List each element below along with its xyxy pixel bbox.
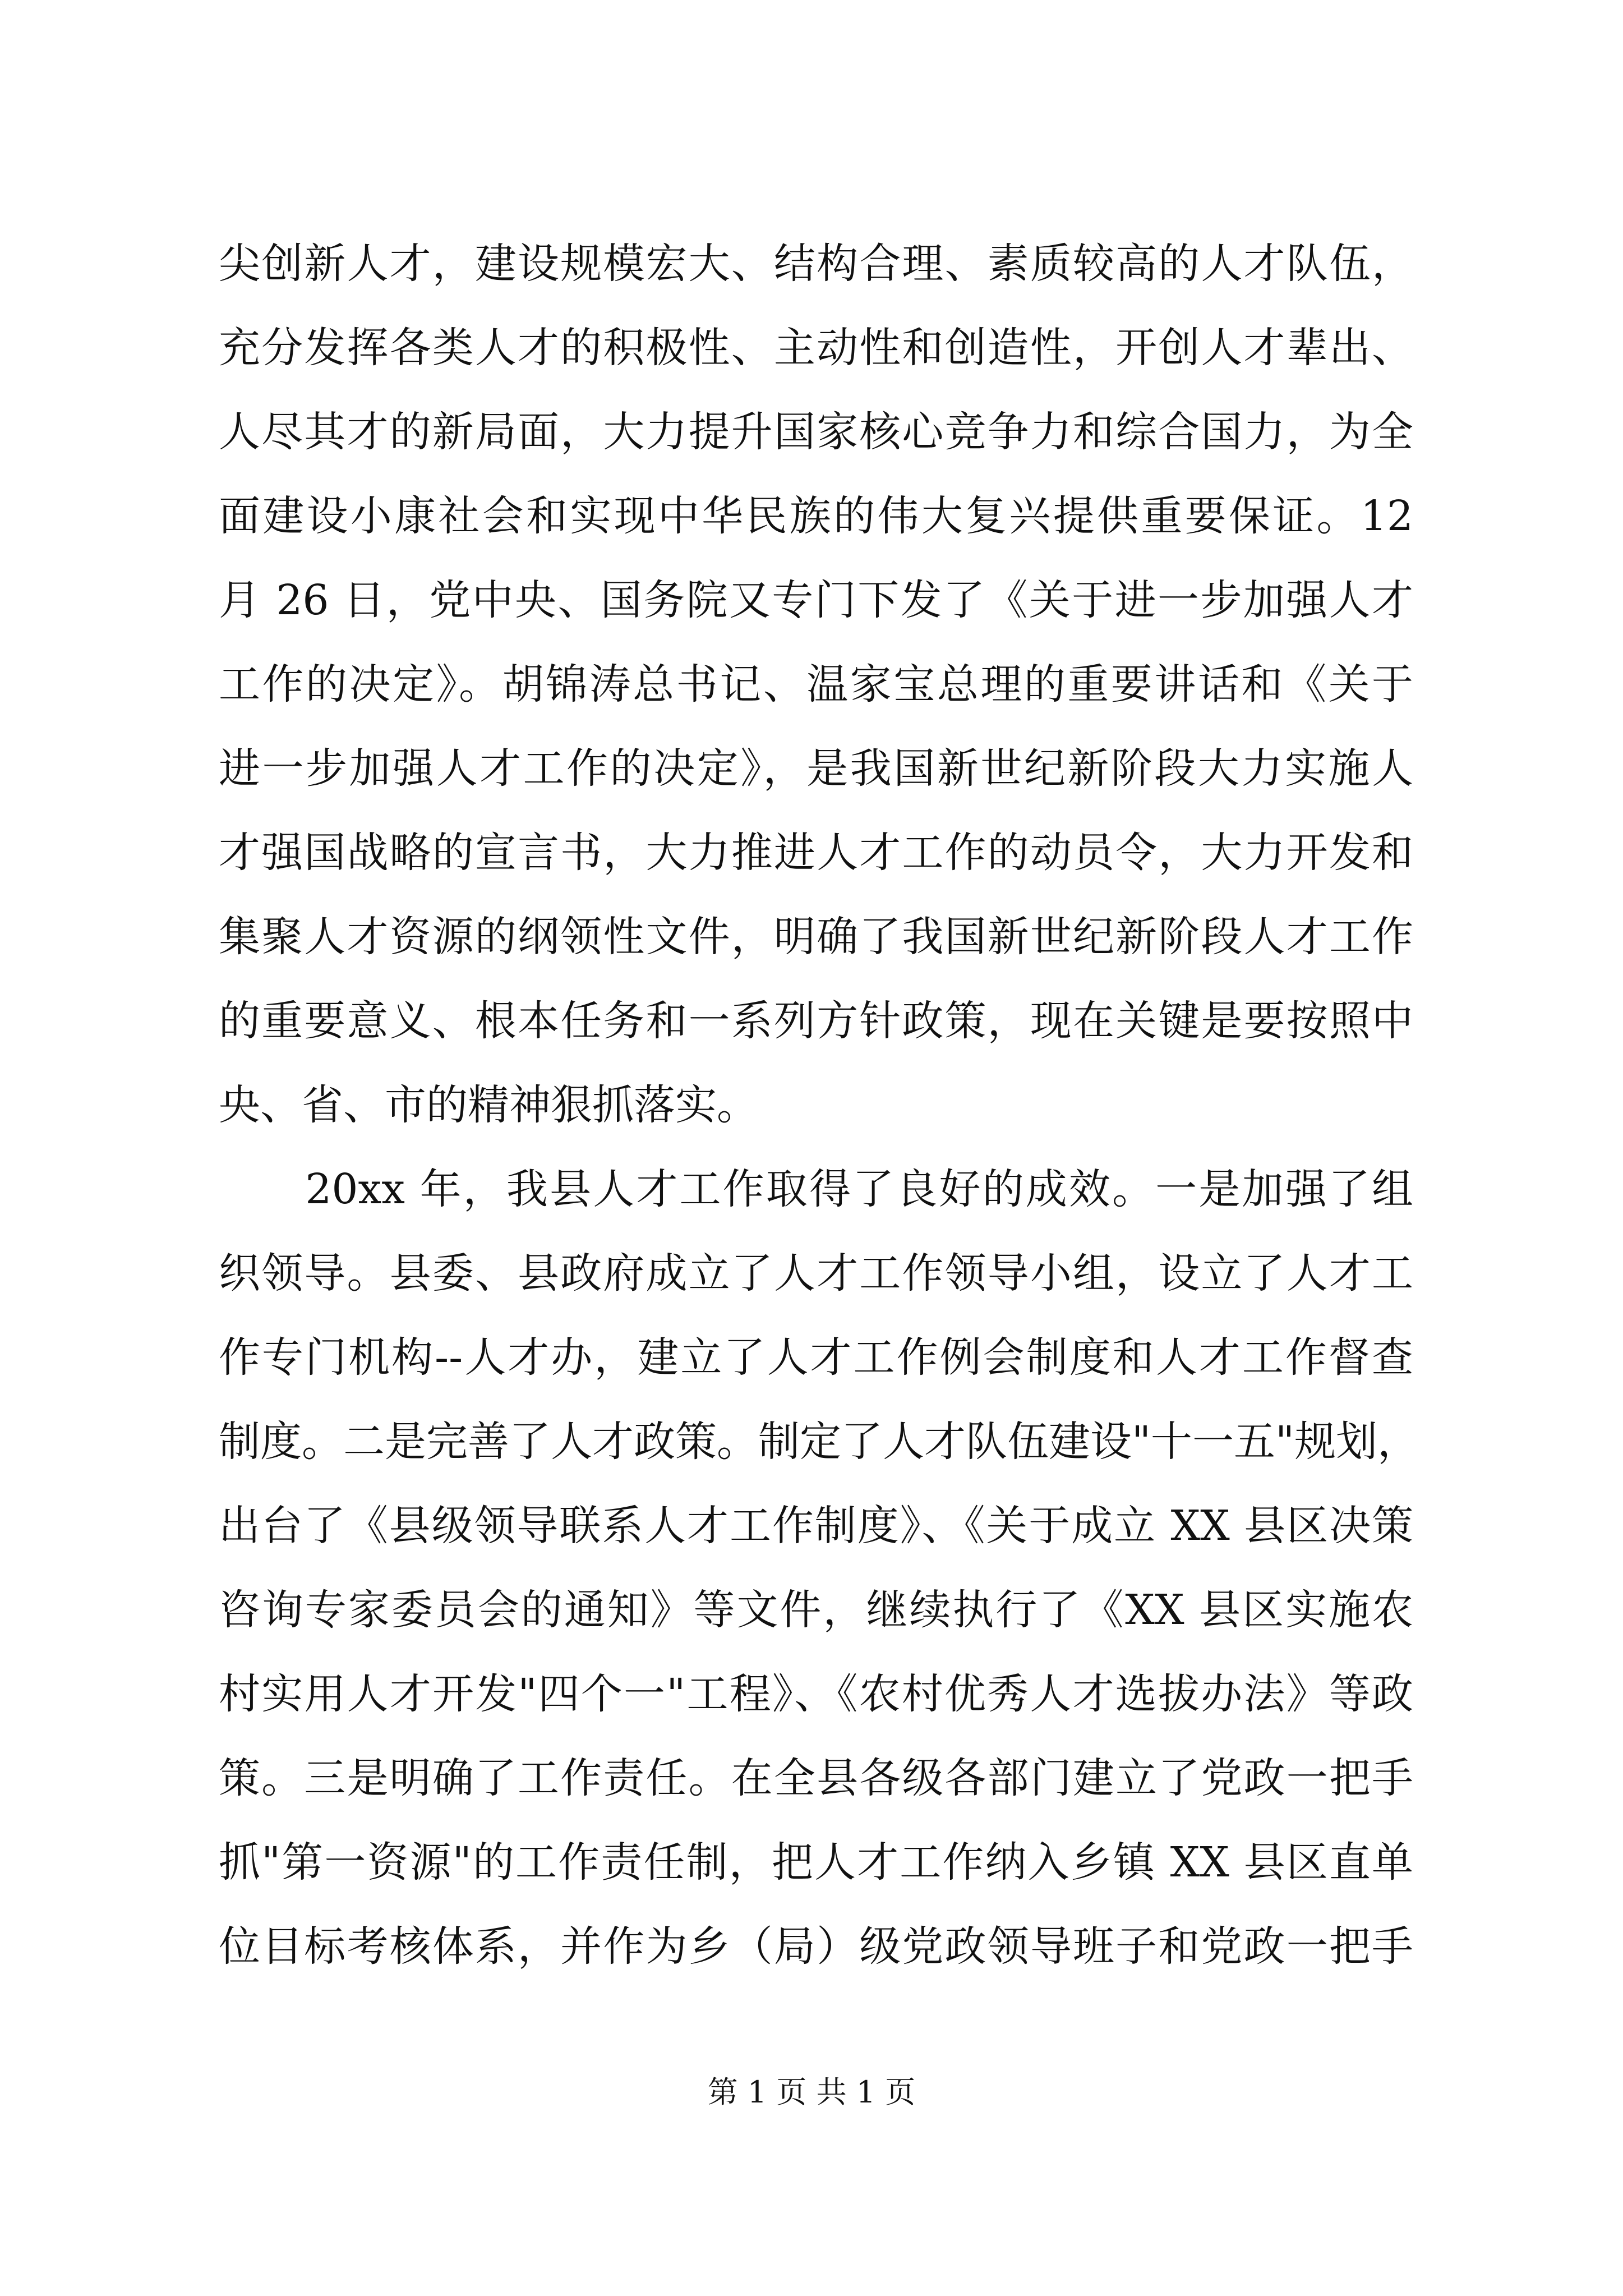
text-line: 月 26 日，党中央、国务院又专门下发了《关于进一步加强人才	[219, 576, 1413, 624]
text-line: 工作的决定》。胡锦涛总书记、温家宝总理的重要讲话和《关于	[219, 660, 1413, 708]
text-line: 进一步加强人才工作的决定》，是我国新世纪新阶段大力实施人	[219, 744, 1413, 793]
text-line: 集聚人才资源的纲领性文件，明确了我国新世纪新阶段人才工作	[219, 913, 1413, 961]
text-line: 20xx 年，我县人才工作取得了良好的成效。一是加强了组	[219, 1165, 1413, 1213]
text-line: 抓"第一资源"的工作责任制，把人才工作纳入乡镇 XX 县区直单	[219, 1838, 1413, 1887]
text-line: 咨询专家委员会的通知》等文件，继续执行了《XX 县区实施农	[219, 1586, 1413, 1634]
text-line: 面建设小康社会和实现中华民族的伟大复兴提供重要保证。12	[219, 492, 1413, 540]
text-line: 的重要意义、根本任务和一系列方针政策，现在关键是要按照中	[219, 997, 1413, 1045]
text-line: 制度。二是完善了人才政策。制定了人才队伍建设"十一五"规划，	[219, 1418, 1419, 1466]
text-line: 人尽其才的新局面，大力提升国家核心竞争力和综合国力，为全	[219, 408, 1413, 456]
text-line: 织领导。县委、县政府成立了人才工作领导小组，设立了人才工	[219, 1249, 1413, 1297]
page-footer: 第 1 页 共 1 页	[707, 2074, 916, 2110]
text-line: 作专门机构--人才办，建立了人才工作例会制度和人才工作督查	[219, 1333, 1413, 1382]
text-line: 策。三是明确了工作责任。在全县各级各部门建立了党政一把手	[219, 1754, 1413, 1802]
text-line: 出台了《县级领导联系人才工作制度》、《关于成立 XX 县区决策	[219, 1502, 1413, 1550]
text-line: 才强国战略的宣言书，大力推进人才工作的动员令，大力开发和	[219, 829, 1413, 877]
text-line: 尖创新人才，建设规模宏大、结构合理、素质较高的人才队伍，	[219, 240, 1413, 288]
text-line: 充分发挥各类人才的积极性、主动性和创造性，开创人才辈出、	[219, 324, 1413, 372]
text-line: 村实用人才开发"四个一"工程》、《农村优秀人才选拔办法》等政	[219, 1670, 1413, 1718]
text-line: 央、省、市的精神狠抓落实。	[219, 1081, 758, 1129]
text-line: 位目标考核体系，并作为乡（局）级党政领导班子和党政一把手	[219, 1922, 1413, 1971]
document-body	[219, 222, 1419, 1989]
